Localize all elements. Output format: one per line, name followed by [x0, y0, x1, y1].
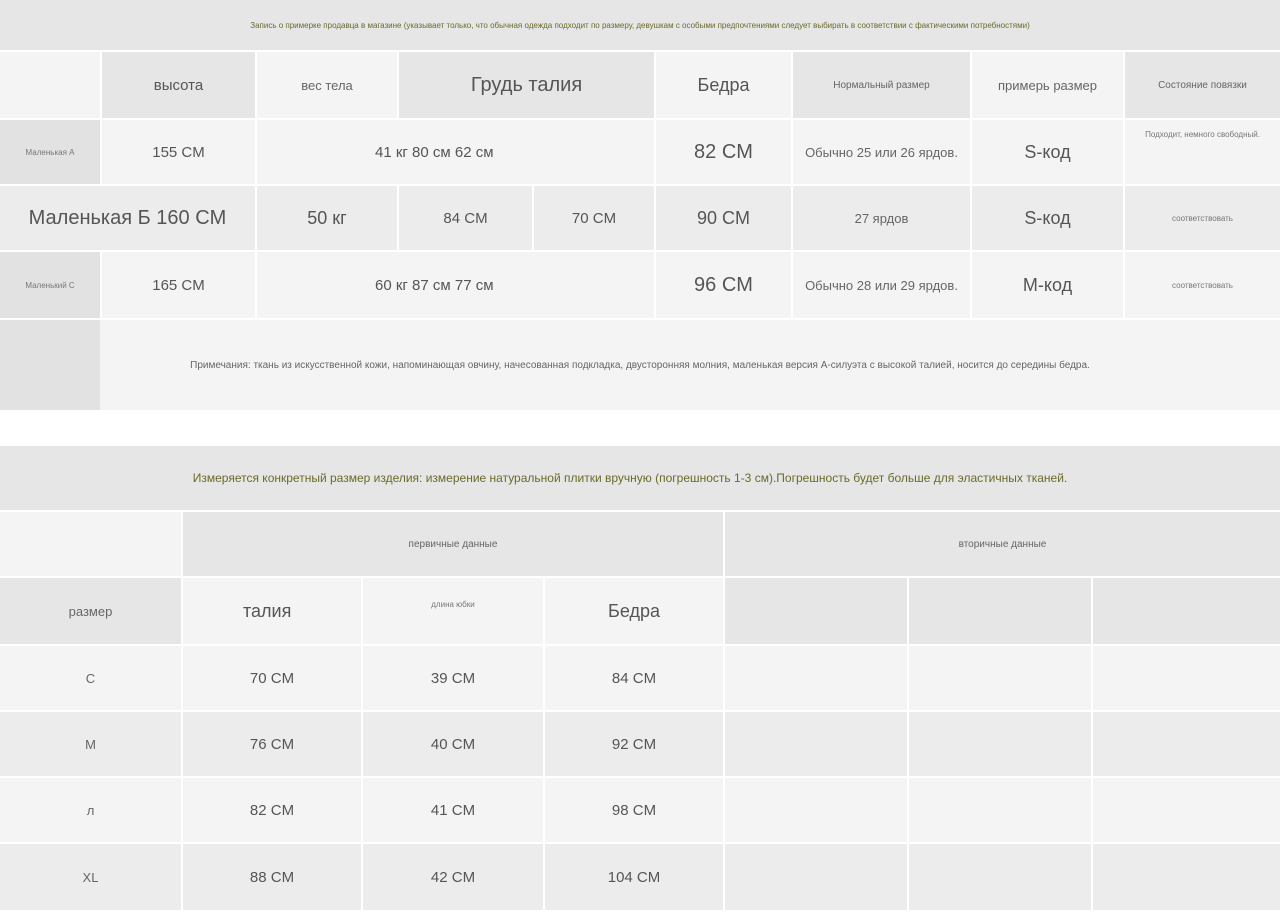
fit-state-value: соответствовать — [1125, 186, 1280, 250]
measure-row — [0, 646, 1280, 710]
fit-row — [0, 120, 1280, 184]
measure-row — [0, 844, 1280, 910]
length-value: 39 CM — [363, 646, 543, 710]
weight-bust-waist-value: 41 кг 80 см 62 см — [257, 120, 654, 184]
fit-row — [0, 186, 1280, 250]
hips-value: 82 CM — [656, 120, 791, 184]
normal-size-value: Обычно 28 или 29 ярдов. — [793, 252, 970, 318]
header-weight: вес тела — [257, 52, 397, 118]
normal-size-value: Обычно 25 или 26 ярдов. — [793, 120, 970, 184]
header-hips: Бедра — [545, 578, 723, 644]
header-fit-state: Состояние повязки — [1125, 52, 1280, 118]
size-value: XL — [0, 844, 181, 910]
hips-value: 104 CM — [545, 844, 723, 910]
size-value: л — [0, 778, 181, 842]
height-value: 165 CM — [102, 252, 255, 318]
waist-value: 70 CM — [183, 646, 361, 710]
hips-value: 84 CM — [545, 646, 723, 710]
size-value: С — [0, 646, 181, 710]
model-height-value: Маленькая Б 160 CM — [0, 186, 255, 250]
model-name: Маленький С — [0, 252, 100, 318]
header-size: размер — [0, 578, 181, 644]
header-hips: Бедра — [656, 52, 791, 118]
hips-value: 90 CM — [656, 186, 791, 250]
weight-bust-waist-value: 60 кг 87 см 77 см — [257, 252, 654, 318]
top-note-bar — [0, 0, 1280, 50]
data-group-header — [0, 512, 1280, 576]
header-skirt-length: длина юбки — [363, 578, 543, 644]
measure-row — [0, 712, 1280, 776]
try-size-value: S-код — [972, 186, 1123, 250]
bust-value: 84 CM — [399, 186, 532, 250]
try-size-value: М-код — [972, 252, 1123, 318]
primary-data-label: первичные данные — [183, 512, 723, 576]
measure-header — [0, 578, 1280, 644]
normal-size-value: 27 ярдов — [793, 186, 970, 250]
length-value: 41 CM — [363, 778, 543, 842]
header-normal-size: Нормальный размер — [793, 52, 970, 118]
model-name: Маленькая А — [0, 120, 100, 184]
size-value: М — [0, 712, 181, 776]
weight-value: 50 кг — [257, 186, 397, 250]
secondary-data-label: вторичные данные — [725, 512, 1280, 576]
fit-row — [0, 252, 1280, 318]
header-try-size: примерь размер — [972, 52, 1123, 118]
measure-row — [0, 778, 1280, 842]
header-bust-waist: Грудь талия — [399, 52, 654, 118]
hips-value: 98 CM — [545, 778, 723, 842]
waist-value: 82 CM — [183, 778, 361, 842]
fit-state-value: соответствовать — [1125, 252, 1280, 318]
length-value: 42 CM — [363, 844, 543, 910]
header-height: высота — [102, 52, 255, 118]
length-value: 40 CM — [363, 712, 543, 776]
fit-state-value: Подходит, немного свободный. — [1125, 120, 1280, 184]
measure-title-bar — [0, 446, 1280, 510]
hips-value: 92 CM — [545, 712, 723, 776]
waist-value: 70 CM — [534, 186, 654, 250]
remarks-row — [0, 320, 1280, 410]
height-value: 155 CM — [102, 120, 255, 184]
hips-value: 96 CM — [656, 252, 791, 318]
measure-title: Измеряется конкретный размер изделия: измерение натуральной плитки вручную (погрешность 1-3 см).Погрешность будет больше для эластичных тканей. — [192, 471, 1068, 485]
try-size-value: S-код — [972, 120, 1123, 184]
waist-value: 76 CM — [183, 712, 361, 776]
header-empty — [0, 52, 100, 118]
header-waist: талия — [183, 578, 361, 644]
fit-table-header — [0, 52, 1280, 118]
top-note: Запись о примерке продавца в магазине (указывает только, что обычная одежда подходит по размеру, девушкам с особыми предпочтениями следует выбирать в соответствии с фактическими потребностями) — [250, 20, 1030, 30]
waist-value: 88 CM — [183, 844, 361, 910]
remarks-text: Примечания: ткань из искусственной кожи, напоминающая овчину, начесованная подкладка, двусторонняя молния, маленькая версия А-силуэта с высокой талией, носится до середины бедра. — [190, 359, 1090, 371]
